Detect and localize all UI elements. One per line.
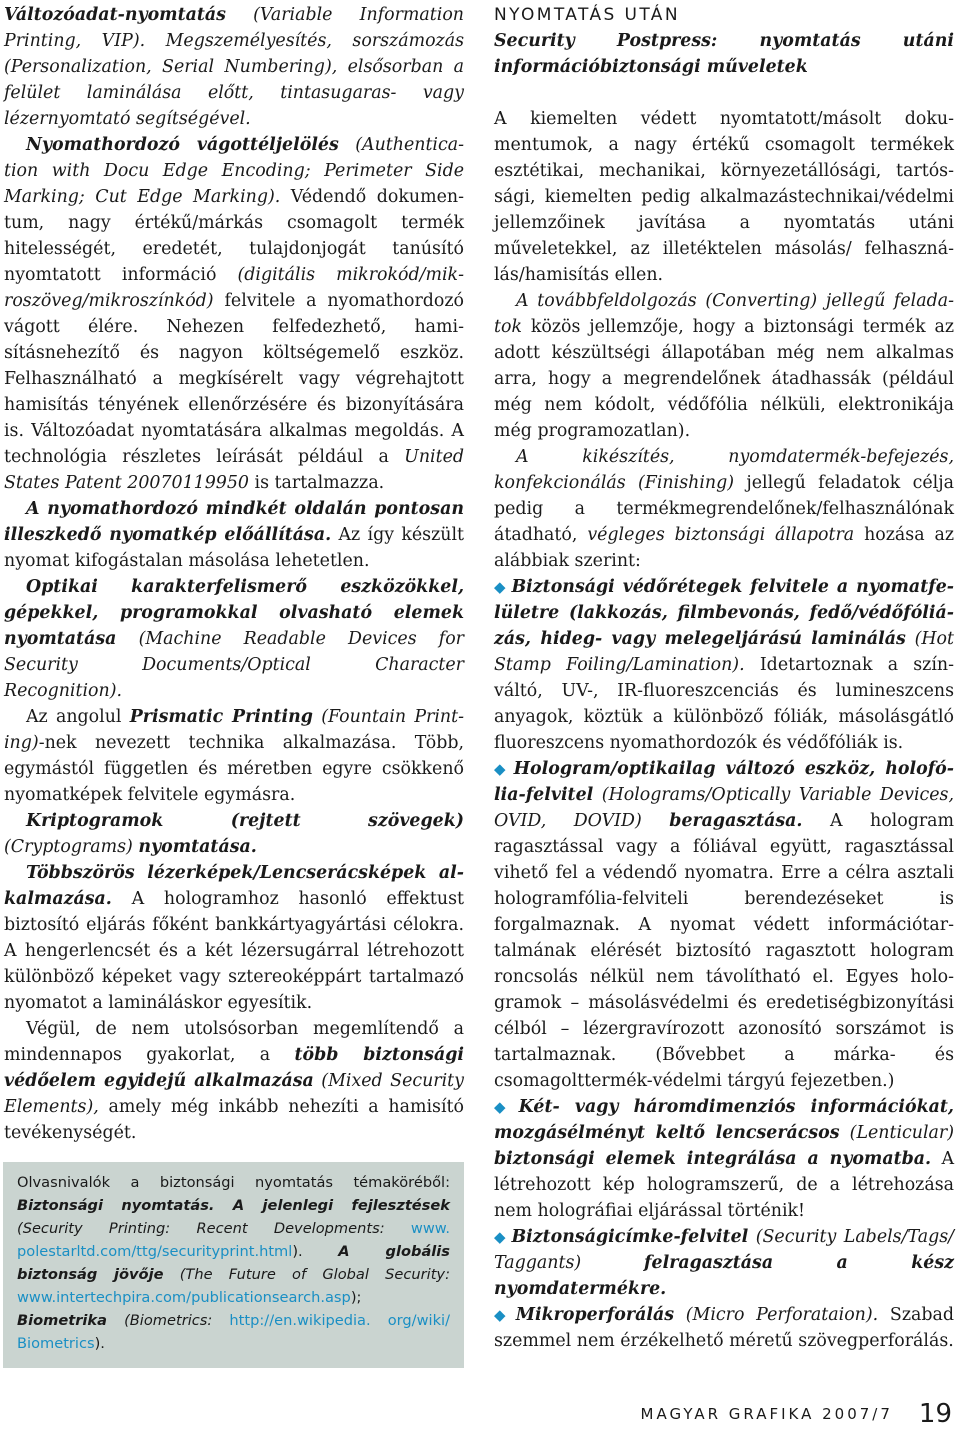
diamond-bullet-icon: ◆: [494, 760, 510, 778]
bullet-microperforation: [494, 1302, 954, 1354]
term: Két- vagy háromdimenziós információkat, mozgásélményt keltő lencserácsos: [494, 1097, 954, 1143]
link-securityprint[interactable]: www. polestarltd.com/ttg/securityprint.html: [17, 1220, 450, 1260]
text: -nek nevezett technika alkalmazása. Több, egymástól független és méretben egyre csökkenő nyomatképek felvitele egymásra.: [4, 733, 464, 805]
text: Védendő dokumentum, nagy értékű/márkás csomagolt termék hitelességét, eredetét, tulajdonjogát tanúsító nyomtatott információ: [4, 187, 464, 285]
box-text: ).: [94, 1335, 105, 1352]
text: (Variable Information Printing, VIP). Megszemélyesítés, sorszámozás (Personalization, Serial Numbering), elsősorban a felület laminálása előtt, tintasugaras- vagy lézernyomtató segítségével.: [4, 5, 464, 129]
box-title: Biometrika: [17, 1312, 107, 1329]
text: Az így készült nyomat kifogástalan másolása lehetetlen.: [4, 525, 464, 571]
text: Az angolul: [26, 707, 130, 727]
right-column: [494, 2, 954, 1354]
text: (Hot Stamp Foiling/Lamination).: [494, 629, 954, 675]
text: A hologramhoz hasonló effektust biztosító eljárás főként bankkártyagyártási célokra. A hengerlencsét és a két lézersugárral létrehozott különböző képeket vagy sztereoképpárt tartalmazó nyomatot a lamináláskor egyesítik.: [4, 889, 464, 1013]
bullet-protective-layers: [494, 574, 954, 756]
text: United States Patent 20070119950: [4, 447, 464, 493]
box-text: (Security Printing: Recent Developments:: [17, 1220, 411, 1237]
text: hozása az alábbiak szerint:: [494, 525, 954, 571]
paragraph-edge-marking: [4, 132, 464, 496]
text: A létrehozott kép hologramszerű, de a létrehozása nem holográfiai eljárással történik!: [494, 1149, 954, 1221]
paragraph-variable-printing: [4, 2, 464, 132]
term: Nyomathordozó vágottéljelölés: [26, 135, 339, 155]
text: (Security Labels/Tags/ Taggants): [494, 1227, 954, 1273]
term: Biztonságicímke-felvitel: [511, 1227, 749, 1247]
term: beragasztása.: [669, 811, 803, 831]
term: A továbbfeldolgozás (Converting) jellegű feladatok: [494, 291, 954, 337]
term: Optikai karakterfelismerő eszközökkel, gépekkel, programokkal olvasható elemek nyomtatása: [4, 577, 464, 649]
text: (Mixed Security Elements),: [4, 1071, 464, 1117]
bullet-lenticular: [494, 1094, 954, 1224]
paragraph-prismatic: [4, 704, 464, 808]
paragraph-intro: A kiemelten védett nyomtatott/másolt dokumentumok, a nagy értékű csomagolt termékek esztétikai, mechanikai, környezetállósági, tartóssági, kiemelten pedig alkalmazástechnikai/védelmi jellemzőinek javítása a nyomtatás utáni műveletekkel, az illetéktelen másolás/ felhasználás/hamisítás ellen.: [494, 109, 954, 285]
paragraph-converting: [494, 288, 954, 444]
text: (Fountain Printing): [4, 707, 465, 753]
text: Idetartoznak a színváltó, UV-, IR-fluoreszcenciás és lumineszcens anyagok, köztük a különböző fóliák, másolásgátló fluoreszcens nyomathordozók és védőfóliák is.: [494, 655, 954, 753]
page-footer: [641, 1394, 952, 1434]
box-text: (Biometrics:: [107, 1312, 230, 1329]
paragraph-ocr: [4, 574, 464, 704]
text: A hologram ragasztással vagy a fóliával együtt, ragasztással vihető fel a védendő nyomatra. Erre a célra asztali hologramfólia-felviteli berendezéseket is forgalmaznak. A nyomat védett információtartalmának elérését biztosító ragasztott hologram roncsolás nélkül nem távolítható el. Egyes hologramok – másolásvédelmi és eredetiségbizonyítási célból – lézergravírozott azonosító sorszámot is tartalmaznak. (Bővebbet a márka- és csomagolttermék-védelmi tárgyú fejezetben.): [494, 811, 955, 1091]
text: Végül, de nem utolsósorban megemlítendő a mindennapos gyakorlat, a: [4, 1019, 464, 1065]
term: Prismatic Printing: [129, 707, 313, 727]
text: közös jellemzője, hogy a biztonsági termék az adott készültségi állapotában még nem alkalmas arra, hogy a megrendelőnek átadhassák (például még nem kódolt, védőfólia nélküli, elektronikája még programozatlan).: [494, 317, 954, 441]
text: Szabad szemmel nem érzékelhető méretű szövegperforálás.: [494, 1305, 955, 1351]
term: biztonsági elemek integrálása a nyomatba.: [494, 1149, 932, 1169]
paragraph-cryptograms: [4, 808, 464, 860]
text: felvitele a nyomathordozó vágott élére. Nehezen felfedezhető, hamisításnehezítő és nagyon költségemelő eszköz. Felhasználható a megkísérelt vagy végrehajtott hamisítás tényének ellenőrzésére és bizonyítására is. Változóadat nyomtatására alkalmas megoldás. A technológia részletes leírását például a: [4, 291, 464, 467]
box-title: Biztonsági nyomtatás. A jelenlegi fejlesztések: [17, 1197, 450, 1214]
further-reading-box: [3, 1162, 464, 1368]
bullet-hologram: [494, 756, 954, 1094]
left-column: [4, 2, 464, 1146]
term: Hologram/optikailag változó eszköz, holofólia-felvitel: [494, 759, 954, 805]
text: jellegű feladatok célja pedig a termékmegrendelőnek/felhasználónak átadható,: [494, 473, 954, 545]
box-text: Olvasnivalók a biztonsági nyomtatás témaköréből:: [17, 1174, 450, 1191]
bullet-security-labels: [494, 1224, 954, 1302]
text: (Micro Perforataion).: [674, 1305, 879, 1325]
section-subtitle: Security Postpress: nyomtatás utáni információbiztonsági műveletek: [494, 31, 954, 77]
diamond-bullet-icon: ◆: [494, 1098, 515, 1116]
paragraph-laser-images: [4, 860, 464, 1016]
diamond-bullet-icon: ◆: [494, 1228, 508, 1246]
text: (Lenticular): [839, 1123, 954, 1143]
box-text: ).: [292, 1243, 339, 1260]
term: Biztonsági védőrétegek felvitele a nyomatfelületre (lakkozás, filmbevonás, fedő/védőfóliázás, hideg- vagy melegeljárású laminálás: [494, 577, 954, 649]
diamond-bullet-icon: ◆: [494, 1306, 512, 1324]
text: (Authentication with Docu Edge Encoding; Perimeter Side Marking; Cut Edge Marking).: [4, 135, 464, 207]
term: nyomtatása.: [138, 837, 257, 857]
term: Kriptogramok (rejtett szövegek): [26, 811, 464, 831]
text: (Machine Readable Devices for Security Documents/Optical Character Recognition).: [4, 629, 464, 701]
term: Mikroperforálás: [515, 1305, 674, 1325]
magazine-name: MAGYAR GRAFIKA 2007/7: [640, 1405, 893, 1423]
paragraph-mixed-security: [4, 1016, 464, 1146]
text: amely még inkább nehezíti a hamisító tevékenységét.: [4, 1097, 464, 1143]
text: (Holograms/Optically Variable Devices, OVID, DOVID): [494, 785, 954, 831]
text: (Cryptograms): [4, 837, 139, 857]
link-wikipedia[interactable]: http://en.wikipedia. org/wiki/ Biometrics: [17, 1312, 451, 1352]
text: (digitális mikrokód/mikroszöveg/mikroszínkód): [4, 265, 464, 311]
diamond-bullet-icon: ◆: [494, 578, 508, 596]
page-number: 19: [918, 1399, 952, 1429]
term: A nyomathordozó mindkét oldalán pontosan illeszkedő nyomatkép előállítása.: [4, 499, 464, 545]
box-text: );: [350, 1289, 362, 1306]
paragraph-duplex-register: [4, 496, 464, 574]
term: felragasztása a kész nyomdatermékre.: [494, 1253, 954, 1299]
section-label: NYOMTATÁS UTÁN: [494, 5, 680, 25]
paragraph-finishing: [494, 444, 954, 574]
box-text: (The Future of Global Security:: [163, 1266, 450, 1283]
box-title: A globális biztonság jövője: [17, 1243, 450, 1283]
term: Többszörös lézerképek/Lencserácsképek alkalmazása.: [4, 863, 464, 909]
text: is tartalmazza.: [249, 473, 385, 493]
term: több biztonsági védőelem egyidejű alkalmazása: [4, 1045, 464, 1091]
term: végleges biztonsági állapotra: [587, 525, 855, 545]
link-intertechpira[interactable]: www.intertechpira.com/publicationsearch.asp: [17, 1289, 351, 1306]
term: Változóadat-nyomtatás: [4, 5, 226, 25]
term: A kikészítés, nyomdatermék-befejezés, konfekcionálás (Finishing): [494, 447, 954, 493]
